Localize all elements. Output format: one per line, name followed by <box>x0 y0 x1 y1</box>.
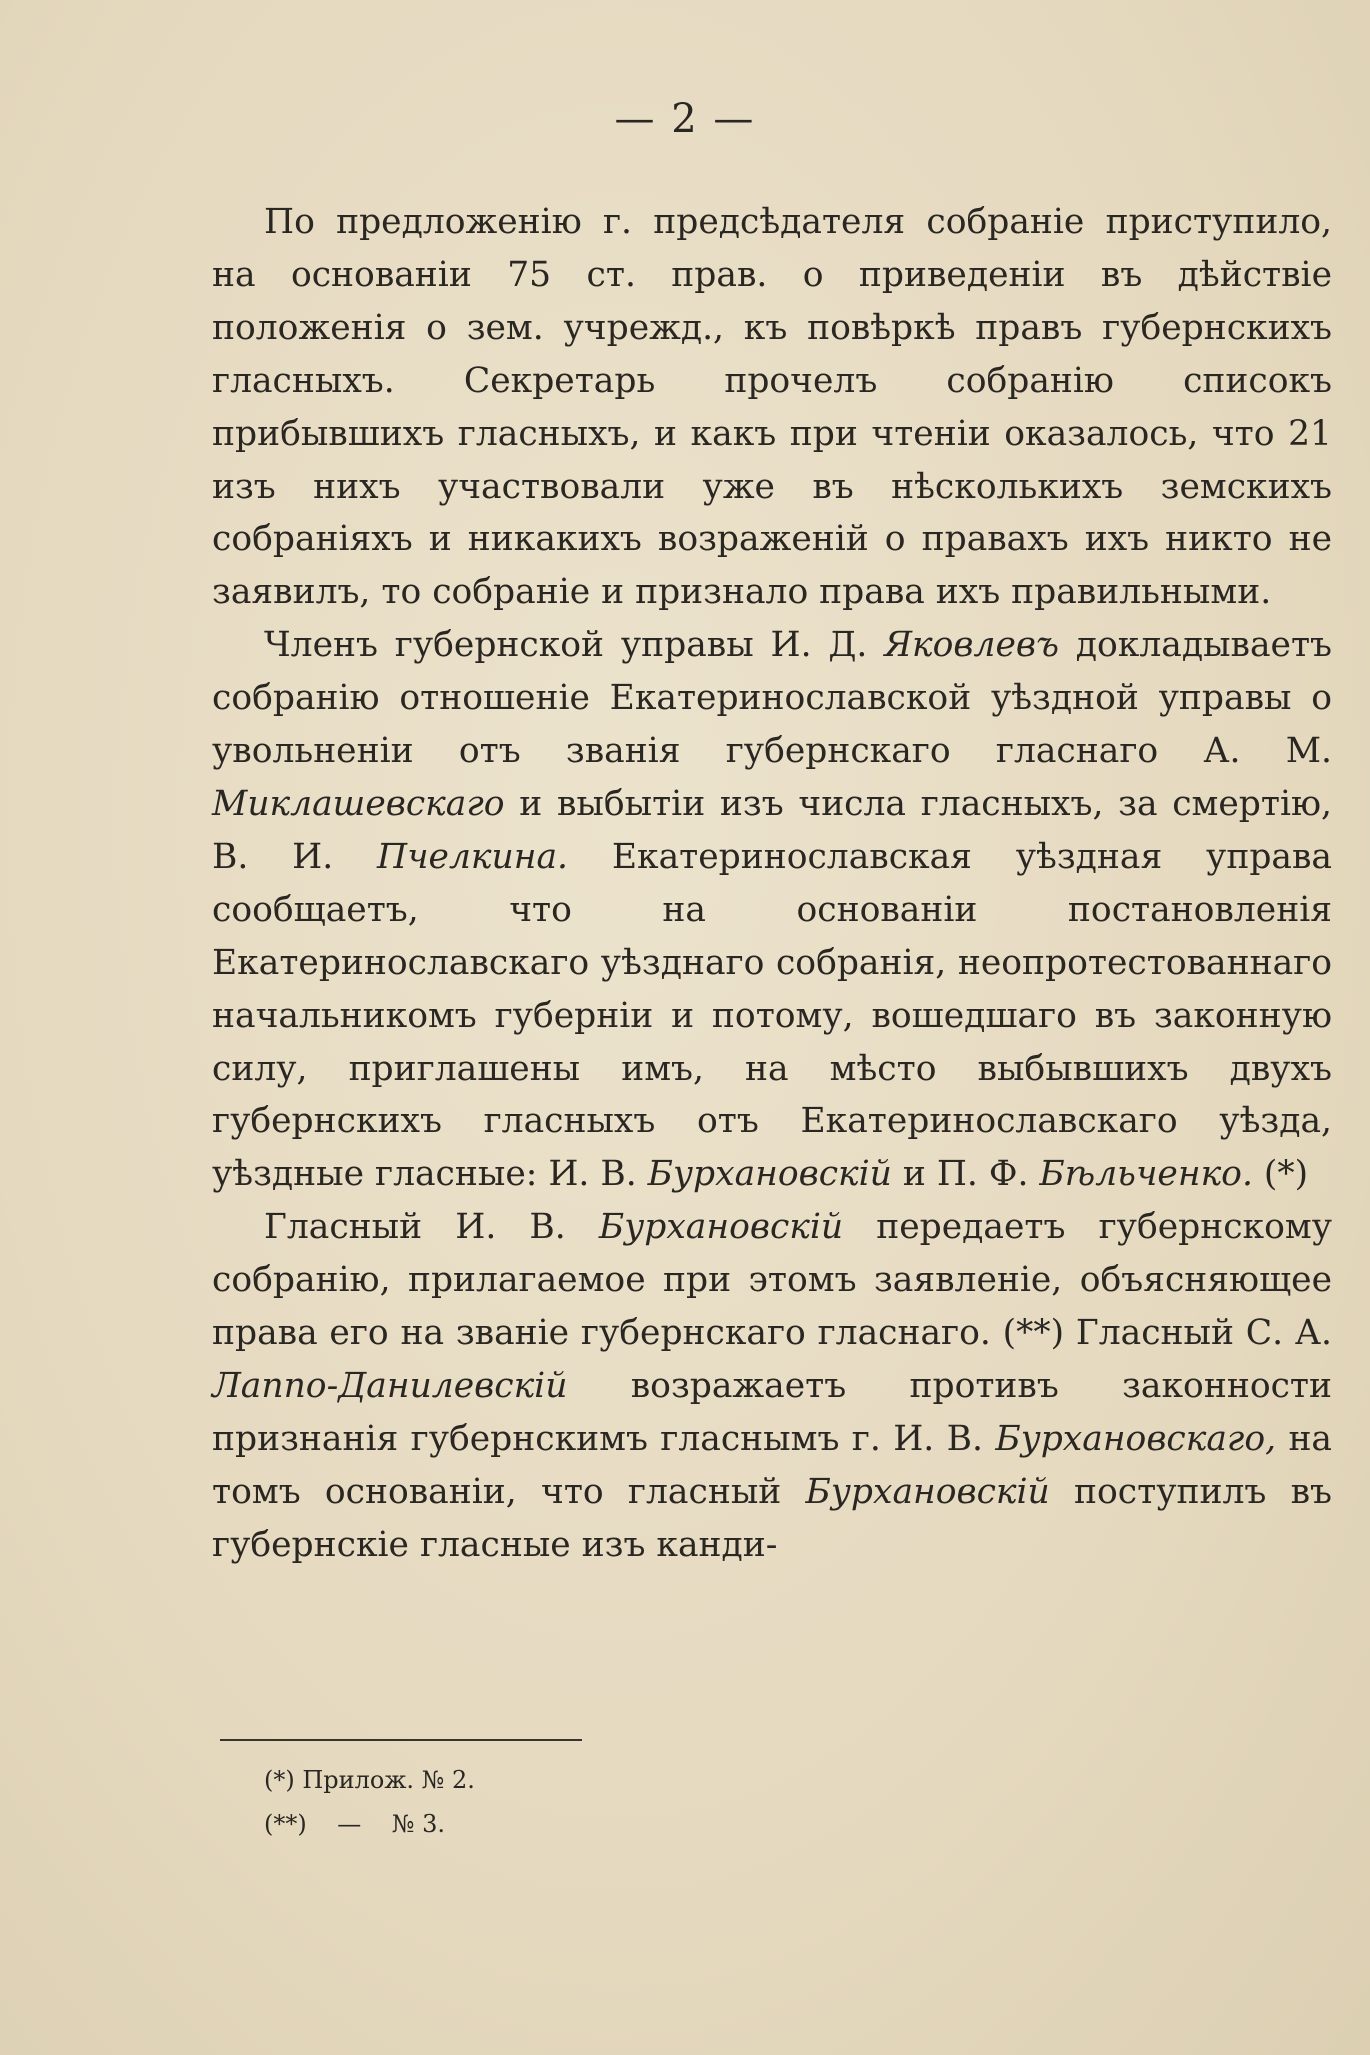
text-run: возражаетъ противъ законности признанія губернскимъ гласнымъ г. И. В. <box>212 1365 1332 1459</box>
paragraph-2 <box>212 619 1332 1201</box>
italic-name: Бурхановскій <box>805 1471 1050 1512</box>
text-run: на томъ основаніи, что гласный <box>212 1418 1333 1512</box>
text-run: Членъ губернской управы И. Д. <box>264 625 885 666</box>
text-run: передаетъ губернскому собранію, прилагаемое при этомъ заявленіе, объясняющее права его на званіе губернскаго гласнаго. (**) Гласный С. А. <box>212 1207 1333 1354</box>
text-run: По предложенію г. предсѣдателя собраніе приступило, на основаніи 75 ст. прав. о приведеніи въ дѣйствіе положенія о зем. учрежд., къ повѣркѣ правъ губернскихъ гласныхъ. Секретарь прочелъ собранію списокъ прибывшихъ гласныхъ, и какъ при чтеніи оказалось, что 21 изъ нихъ участвовали уже въ нѣсколькихъ земскихъ собраніяхъ и никакихъ возраженій о правахъ ихъ никто не заявилъ, то собраніе и признало права ихъ правильными. <box>212 202 1332 613</box>
italic-name: Бѣльченко. <box>1039 1154 1253 1195</box>
italic-name: Пчелкина. <box>377 836 569 877</box>
page-number: — 2 — <box>614 96 756 142</box>
footnote-1: (*) Прилож. № 2. <box>264 1766 475 1794</box>
paragraph-3 <box>212 1201 1332 1571</box>
italic-name: Миклашевскаго <box>212 783 505 824</box>
italic-name: Яковлевъ <box>884 625 1059 666</box>
footnote-divider <box>220 1739 582 1741</box>
text-run: и П. Ф. <box>891 1154 1040 1195</box>
text-run: и выбытіи изъ числа гласныхъ, за смертію, В. И. <box>212 783 1332 877</box>
italic-name: Бурхановскій <box>647 1154 892 1195</box>
italic-name: Бурхановскаго, <box>995 1418 1277 1459</box>
text-run: (*) <box>1252 1154 1309 1195</box>
body-text <box>212 196 1332 1572</box>
footnotes <box>264 1758 475 1846</box>
text-run: поступилъ въ губернскіе гласные изъ канди- <box>212 1471 1332 1565</box>
italic-name: Лаппо-Данилевскій <box>212 1365 568 1406</box>
text-run: докладываетъ собранію отношеніе Екатеринославской уѣздной управы о увольненіи отъ званія губернскаго гласнаго А. М. <box>212 625 1332 772</box>
footnote-2: (**) — № 3. <box>264 1810 445 1838</box>
italic-name: Бурхановскій <box>598 1207 844 1248</box>
text-run: Екатеринославская уѣздная управа сообщаетъ, что на основаніи постановленія Екатеринославскаго уѣзднаго собранія, неопротестованнаго начальникомъ губерніи и потому, вошедшаго въ законную силу, приглашены имъ, на мѣсто выбывшихъ двухъ губернскихъ гласныхъ отъ Екатеринославскаго уѣзда, уѣздные гласные: И. В. <box>212 836 1332 1195</box>
paragraph-1 <box>212 196 1332 619</box>
text-run: Гласный И. В. <box>264 1207 599 1248</box>
